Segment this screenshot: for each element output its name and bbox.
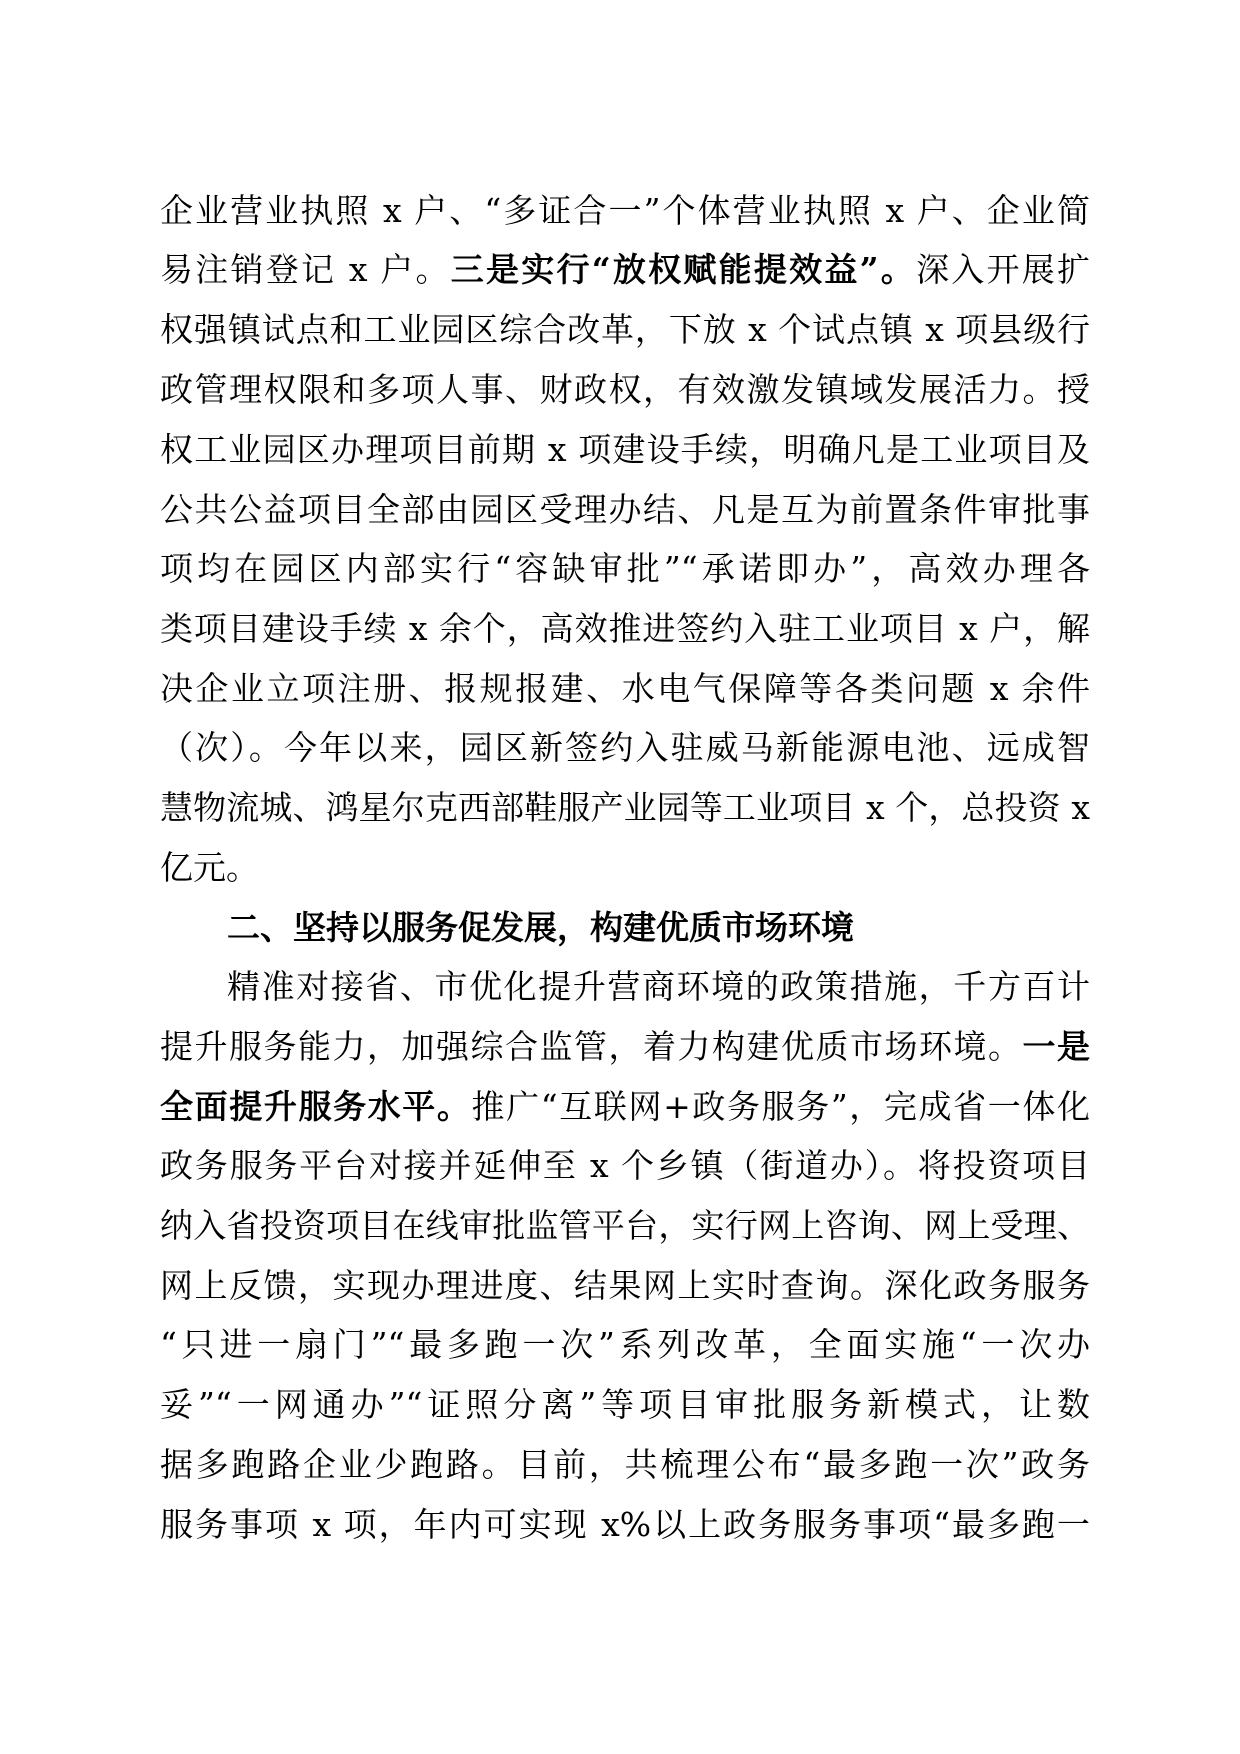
paragraph-line: 政务服务平台对接并延伸至 x 个乡镇（街道办）。将投资项目 [160,1146,1090,1185]
text-run: 推广“互联网+政务服务”，完成省一体化 [471,1087,1090,1126]
paragraph-line: 慧物流城、鸿星尔克西部鞋服产业园等工业项目 x 个，总投资 x [160,788,1090,827]
paragraph-line [160,240,1090,300]
bold-lead-phrase: 一是 [1022,1027,1090,1066]
paragraph-line: 类项目建设手续 x 余个，高效推进签约入驻工业项目 x 户，解 [160,609,1090,648]
paragraph-line: 项均在园区内部实行“容缺审批”“承诺即办”，高效办理各 [160,549,1090,588]
paragraph-line: 据多跑路企业少跑路。目前，共梳理公布“最多跑一次”政务 [160,1445,1090,1484]
text-run: 易注销登记 x 户。 [160,250,451,289]
paragraph-line: 亿元。 [160,848,259,887]
paragraph-line: “只进一扇门”“最多跑一次”系列改革，全面实施“一次办 [160,1325,1090,1364]
paragraph-line: 权工业园区办理项目前期 x 项建设手续，明确凡是工业项目及 [160,430,1090,469]
paragraph-line: 精准对接省、市优化提升营商环境的政策措施，千方百计 [227,967,1090,1006]
paragraph-line: 企业营业执照 x 户、“多证合一”个体营业执照 x 户、企业简 [160,191,1090,230]
paragraph-line: 公共公益项目全部由园区受理办结、凡是互为前置条件审批事 [160,490,1090,529]
text-run: 提升服务能力，加强综合监管，着力构建优质市场环境。 [160,1027,1023,1066]
paragraph-line [160,1017,1090,1077]
paragraph-line [160,1077,1090,1137]
text-run: 深入开展扩 [916,250,1090,289]
paragraph-line: 政管理权限和多项人事、财政权，有效激发镇域发展活力。授 [160,370,1090,409]
paragraph-line: 决企业立项注册、报规报建、水电气保障等各类问题 x 余件 [160,669,1090,708]
bold-lead-phrase: 全面提升服务水平。 [160,1087,472,1126]
bold-lead-phrase: 三是实行“放权赋能提效益”。 [450,250,917,289]
paragraph-line: 纳入省投资项目在线审批监管平台，实行网上咨询、网上受理、 [160,1206,1090,1245]
paragraph-line: 权强镇试点和工业园区综合改革，下放 x 个试点镇 x 项县级行 [160,310,1090,349]
paragraph-line: 网上反馈，实现办理进度、结果网上实时查询。深化政务服务 [160,1266,1090,1305]
paragraph-line: 妥”“一网通办”“证照分离”等项目审批服务新模式，让数 [160,1385,1090,1424]
section-heading: 二、坚持以服务促发展，构建优质市场环境 [227,908,854,947]
paragraph-line: （次）。今年以来，园区新签约入驻威马新能源电池、远成智 [160,728,1090,767]
paragraph-line: 服务事项 x 项，年内可实现 x%以上政务服务事项“最多跑一 [160,1505,1090,1544]
